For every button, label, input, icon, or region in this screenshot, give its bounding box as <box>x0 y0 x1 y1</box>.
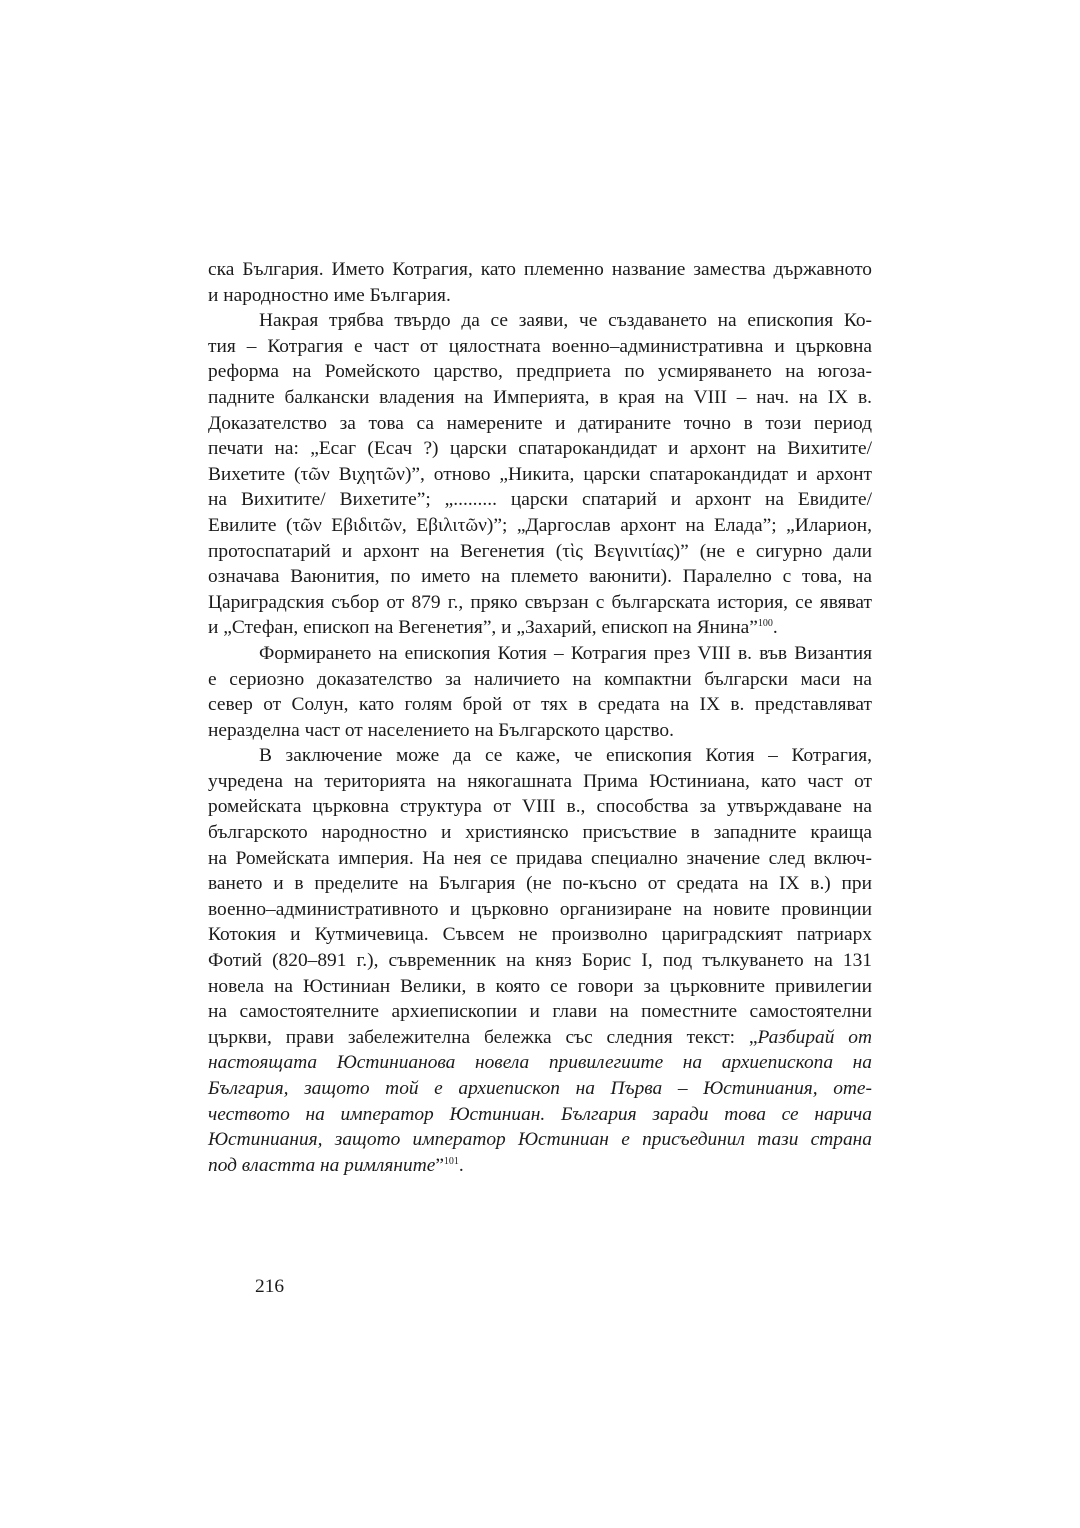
text-line: настоящата Юстинианова новела привилегиите на архиепископа на <box>208 1052 872 1074</box>
text-line: на Вихитите/ Вихетите”; „......... царски спатарий и архонт на Евидите/ <box>208 489 872 511</box>
text-line: печати на: „Есаг (Есач ?) царски спатарокандидат и архонт на Вихитите/ <box>208 438 872 460</box>
text-line: и народностно име България. <box>208 284 451 306</box>
text-line: неразделна част от населението на Българското царство. <box>208 719 674 741</box>
footnote-ref-101: 101 <box>443 1155 459 1167</box>
text-line: Накрая трябва твърдо да се заяви, че създаването на епископия Ко- <box>259 310 872 332</box>
line-text: под властта на римляните <box>208 1154 436 1176</box>
text-line: Доказателство за това са намерените и датираните точно в този период <box>208 412 872 434</box>
line-text: и „Стефан, епископ на Вегенетия”, и „Захарий, епископ на Янина” <box>208 617 758 639</box>
text-line: и „Стефан, епископ на Вегенетия”, и „Захарий, епископ на Янина”$^{100}$. <box>208 617 778 639</box>
text-line: новела на Юстиниан Велики, в която се говори за църковните привилегии <box>208 975 872 997</box>
text-line: Котокия и Кутмичевица. Съвсем не произволно цариградският патриарх <box>208 924 872 946</box>
line-text: църкви, прави забележителна бележка със следния текст: „ <box>208 1026 758 1048</box>
text-line: ването и в пределите на България (не по-късно от средата на IX в.) при <box>208 873 872 895</box>
text-line: българското народностно и християнско присъствие в западните краища <box>208 822 872 844</box>
text-line: Цариградския събор от 879 г., пряко свързан с българската история, се явяват <box>208 591 872 613</box>
text-line <box>208 1025 872 1051</box>
text-line: военно–административното и църковно организиране на новите провинции <box>208 898 872 920</box>
text-line: север от Солун, като голям брой от тях в средата на IX в. представляват <box>208 694 872 716</box>
body-text <box>208 257 872 1178</box>
text-line: падните балкански владения на Империята, в края на VIII – нач. на IX в. <box>208 386 872 408</box>
text-line: ромейската църковна структура от VIII в., способства за утвърждаване на <box>208 796 872 818</box>
quote-start: Разбирай от <box>757 1026 872 1048</box>
text-line: на Ромейската империя. На нея се придава специално значение след включ- <box>208 847 872 869</box>
text-line: тия – Котрагия е част от цялостната военно–административна и църковна <box>208 335 872 357</box>
final-period: . <box>458 1154 464 1176</box>
text-line: Фотий (820–891 г.), съвременник на княз Борис I, под тълкуването на 131 <box>208 950 872 972</box>
closing-quote: ” <box>435 1154 444 1176</box>
footnote-ref-100: 100 <box>757 618 773 630</box>
text-line: чеството на император Юстиниан. България заради това се нарича <box>208 1103 872 1125</box>
text-line: протоспатарий и архонт на Вегенетия (τὶς Βεγινιτίας)” (не е сигурно дали <box>208 540 872 562</box>
page-number: 216 <box>255 1276 285 1297</box>
text-line: реформа на Ромейското царство, предприета по усмиряването на югоза- <box>208 361 872 383</box>
text-line: Вихетите (τῶν Βιχητῶν)”, отново „Никита, царски спатарокандидат и архонт <box>208 463 872 485</box>
text-line: ска България. Името Котрагия, като племенно название замества държавното <box>208 259 872 280</box>
text-line: означава Ваюнития, по името на племето ваюнити). Паралелно с това, на <box>208 566 872 588</box>
text-line: Евилите (τῶν Εβιδιτῶν, Εβιλιτῶν)”; „Даргослав архонт на Елада”; „Иларион, <box>208 514 872 536</box>
text-line: на самостоятелните архиепископии и глави на поместните самостоятелни <box>208 1001 872 1023</box>
text-line: Формирането на епископия Котия – Котрагия през VIII в. във Византия <box>259 642 872 664</box>
text-line <box>208 1153 872 1179</box>
text-line: България, защото той е архиепископ на Първа – Юстиниания, оте- <box>208 1078 872 1099</box>
text-line: В заключение може да се каже, че епископия Котия – Котрагия, <box>259 745 872 767</box>
text-line: учредена на територията на някогашната Прима Юстиниана, като част от <box>208 770 872 792</box>
text-line: е сериозно доказателство за наличието на компактни български маси на <box>208 668 872 690</box>
text-line: Юстиниания, защото император Юстиниан е присъединил тази страна <box>208 1129 872 1151</box>
